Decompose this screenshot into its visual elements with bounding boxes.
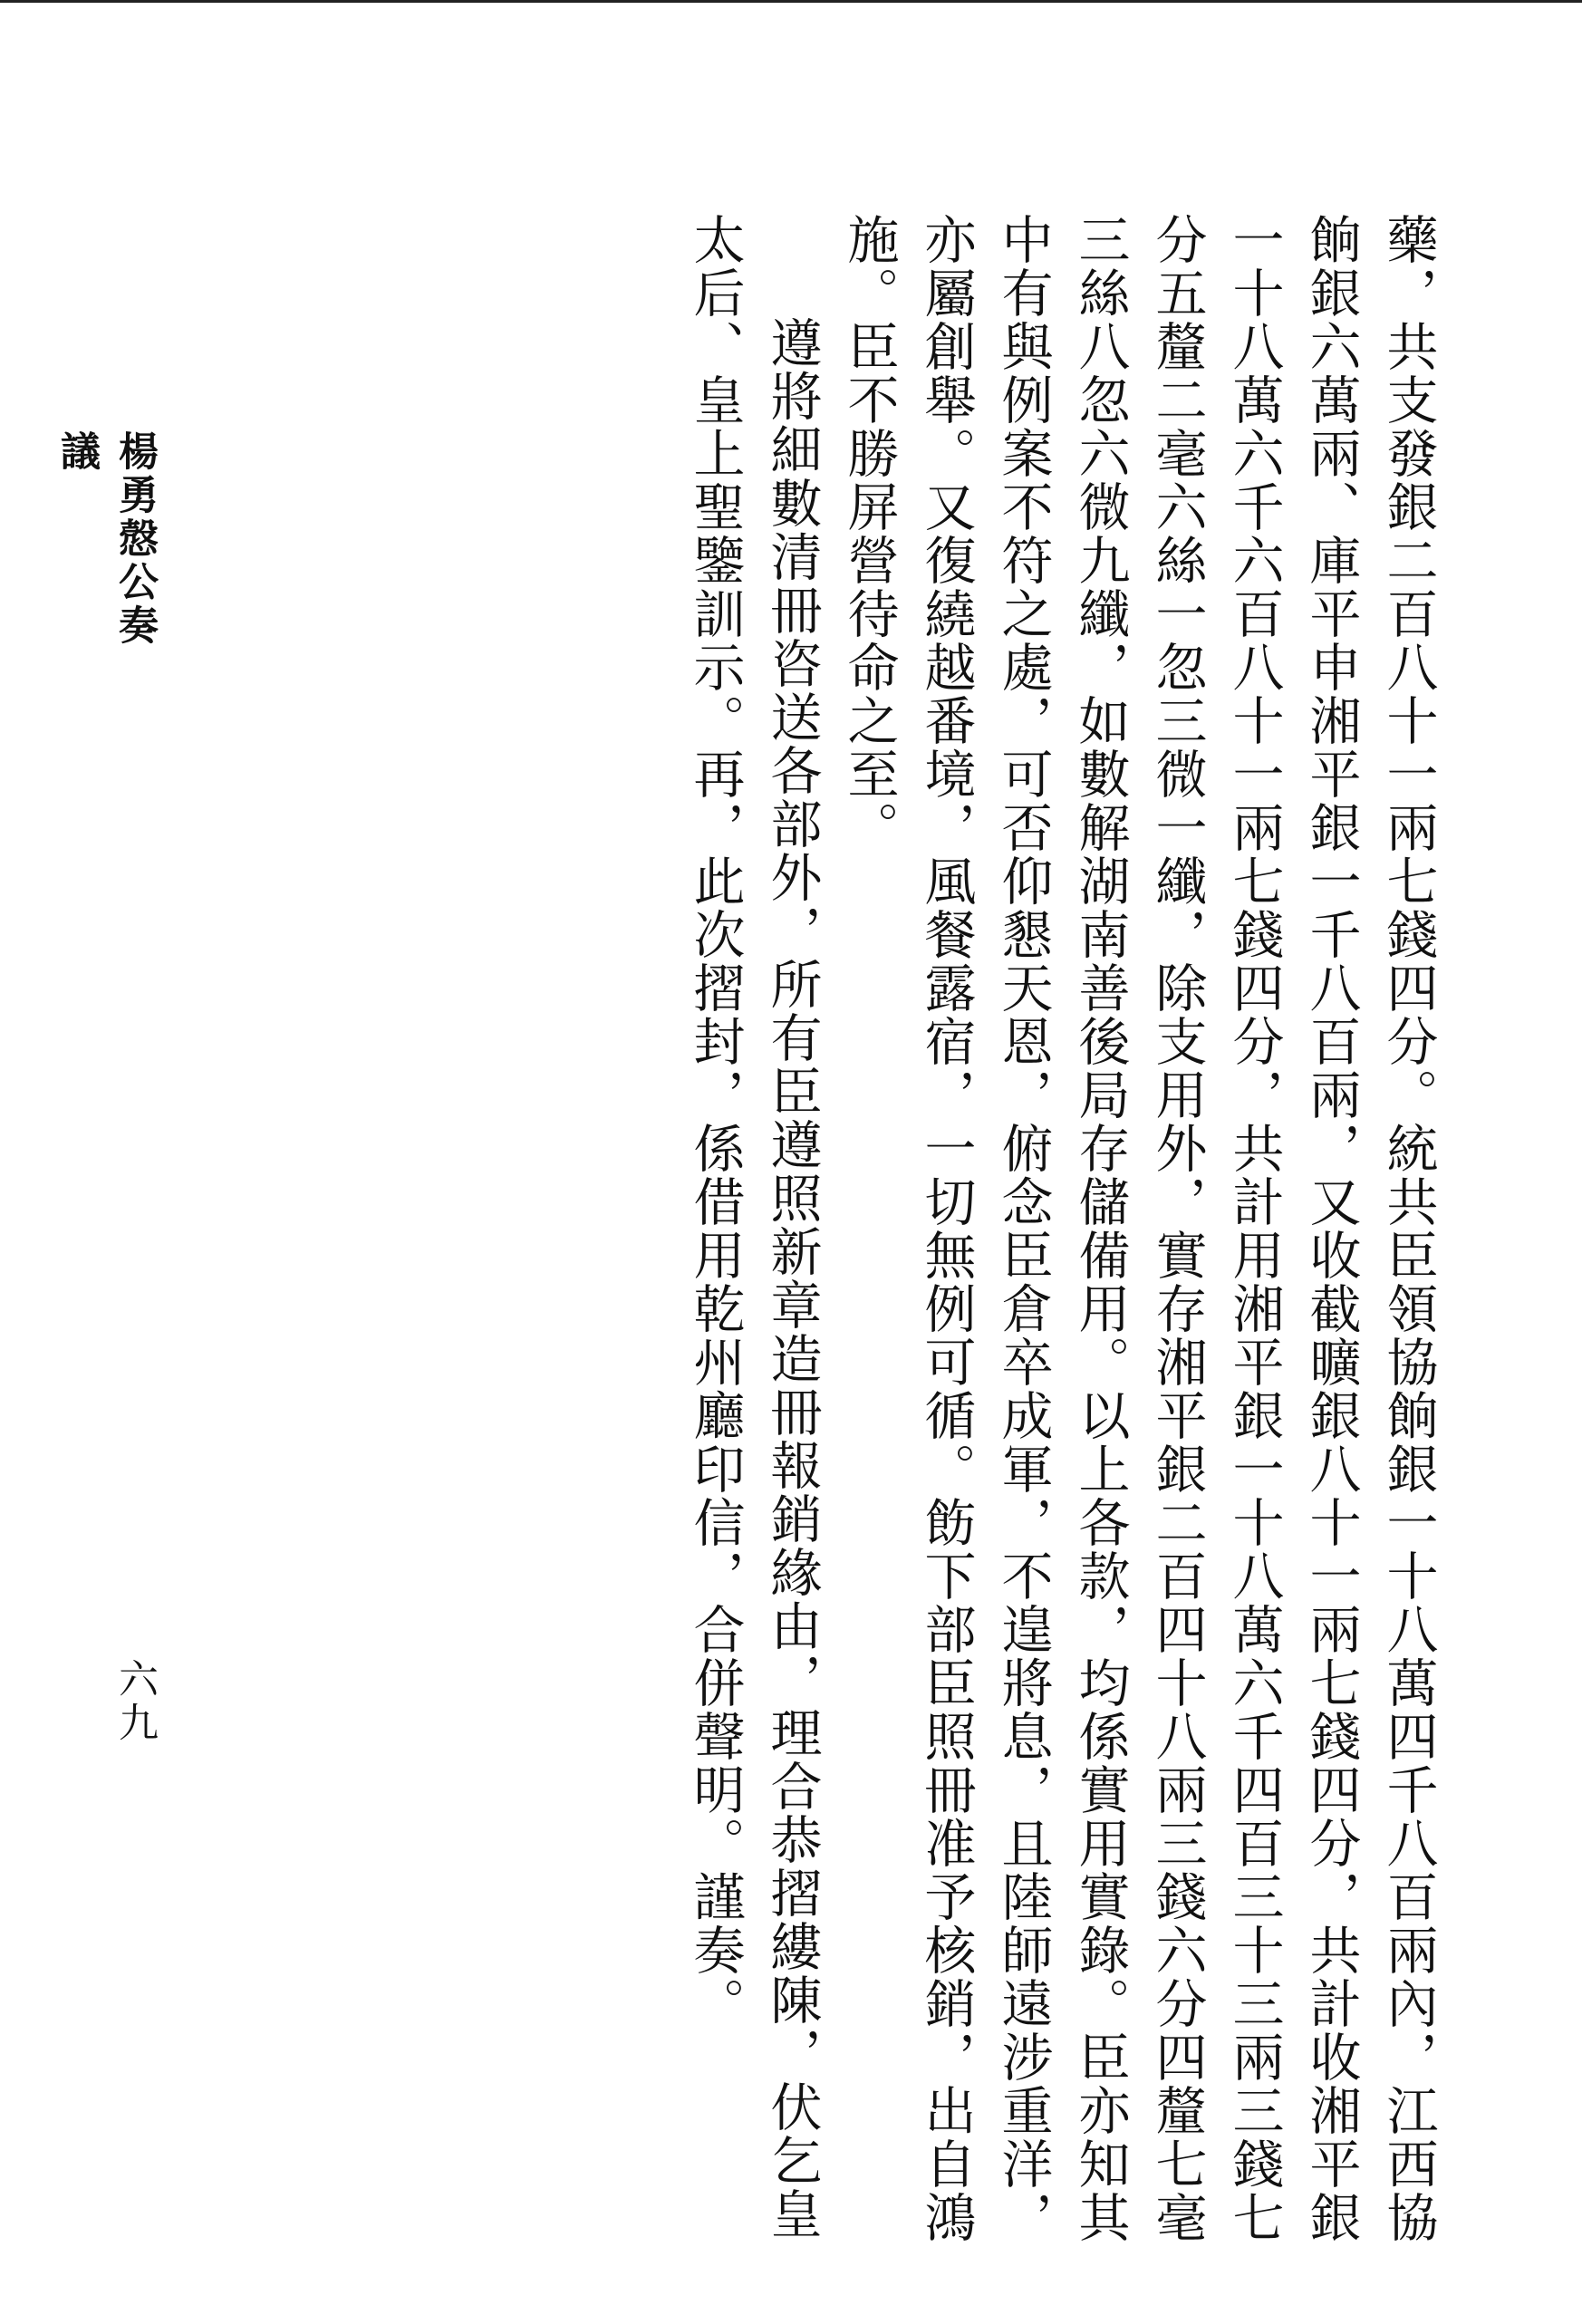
text-column: 餉銀六萬兩、庫平申湘平銀一千八百兩，又收截曠銀八十一兩七錢四分，共計收湘平銀 — [1301, 213, 1361, 2244]
text-column: 亦屬創舉。又復繞越番境，風餐露宿，一切無例可循。飭下部臣照冊准予核銷，出自鴻 — [916, 213, 976, 2244]
text-column: 太后、皇上聖鑒訓示。再，此次摺封，係借用乾州廳印信，合併聲明。謹奏。 — [685, 213, 745, 2030]
text-column: 三絲八忽六微九纖，如數解湖南善後局存儲備用。以上各款，均係實用實錄。臣亦知其 — [1070, 213, 1130, 2244]
text-column: 施。臣不勝屏營待命之至。 — [839, 213, 899, 854]
memorial-text-body — [676, 213, 1446, 2244]
text-column-indented: 遵將細數清冊咨送各部外，所有臣遵照新章造冊報銷緣由，理合恭摺縷陳，伏乞皇 — [762, 316, 822, 2241]
text-column: 分五釐二毫六絲一忽三微一纖，除支用外，實存湘平銀二百四十八兩三錢六分四釐七毫 — [1147, 213, 1207, 2244]
running-head: 楊勇慤公奏議 — [53, 430, 158, 648]
text-column: 一十八萬六千六百八十一兩七錢四分，共計用湘平銀一十八萬六千四百三十三兩三錢七 — [1224, 213, 1284, 2244]
text-column: 藥，共支發銀二百八十一兩七錢四分。統共臣領協餉銀一十八萬四千八百兩內，江西協 — [1378, 213, 1438, 2244]
text-column: 中有與例案不符之處，可否仰懇天恩，俯念臣倉卒成軍，不遑將息，且陸師遠涉重洋， — [993, 213, 1053, 2244]
page-number: 六九 — [111, 1658, 158, 1745]
